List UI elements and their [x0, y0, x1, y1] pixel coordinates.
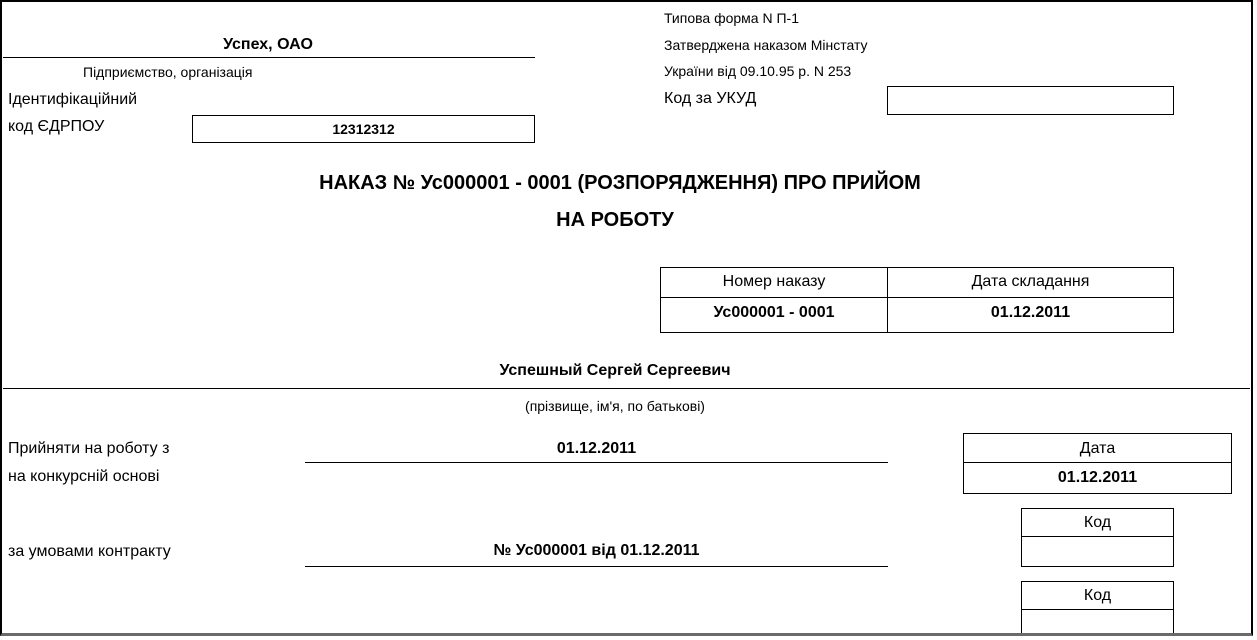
extra-code-divider [1022, 609, 1173, 610]
hire-date-box [963, 433, 1232, 494]
order-title-line-1: НАКАЗ № Ус000001 - 0001 (РОЗПОРЯДЖЕННЯ) ПРО ПРИЙОМ [319, 172, 921, 194]
order-date-header: Дата складання [971, 273, 1090, 290]
contract-label: за умовами контракту [8, 543, 171, 560]
contract-code-divider [1022, 536, 1173, 537]
contract-value: № Ус000001 від 01.12.2011 [493, 542, 700, 559]
order-table-hdivider [661, 297, 1173, 298]
employee-caption: (прізвище, ім'я, по батькові) [525, 398, 705, 414]
order-title-line-2: НА РОБОТУ [556, 209, 674, 231]
extra-code-header: Код [1083, 587, 1112, 604]
hire-date-box-value: 01.12.2011 [1057, 469, 1138, 486]
hire-label-2: на конкурсній основі [8, 468, 160, 485]
extra-code-box [1021, 581, 1174, 633]
employee-full-name: Успешный Сергей Сергеевич [499, 362, 731, 379]
ukud-label: Код за УКУД [664, 90, 757, 107]
form-line-1: Типова форма N П-1 [664, 10, 799, 26]
hire-label-1: Прийняти на роботу з [8, 440, 170, 457]
employee-underline [3, 388, 1250, 389]
company-underline [3, 57, 535, 58]
company-name: Успех, ОАО [223, 36, 313, 53]
company-caption: Підприємство, організація [83, 64, 253, 80]
contract-code-header: Код [1083, 514, 1112, 531]
order-number-value: Ус000001 - 0001 [713, 304, 835, 321]
ident-label-2: код ЄДРПОУ [8, 118, 105, 135]
hire-date: 01.12.2011 [556, 440, 637, 457]
ident-label-1: Ідентифікаційний [8, 91, 138, 108]
hire-date-underline [305, 462, 888, 463]
order-number-header: Номер наказу [722, 273, 826, 290]
form-line-3: України від 09.10.95 р. N 253 [664, 63, 852, 79]
contract-code-box [1021, 508, 1174, 567]
hire-date-box-divider [964, 462, 1231, 463]
ukud-box [887, 86, 1174, 115]
order-table [660, 267, 1174, 333]
edrpou-code: 12312312 [332, 121, 395, 137]
contract-underline [305, 566, 888, 567]
order-date-value: 01.12.2011 [990, 304, 1071, 321]
form-line-2: Затверджена наказом Мінстату [664, 37, 868, 53]
hire-date-box-header: Дата [1079, 440, 1116, 457]
edrpou-box [192, 115, 535, 143]
